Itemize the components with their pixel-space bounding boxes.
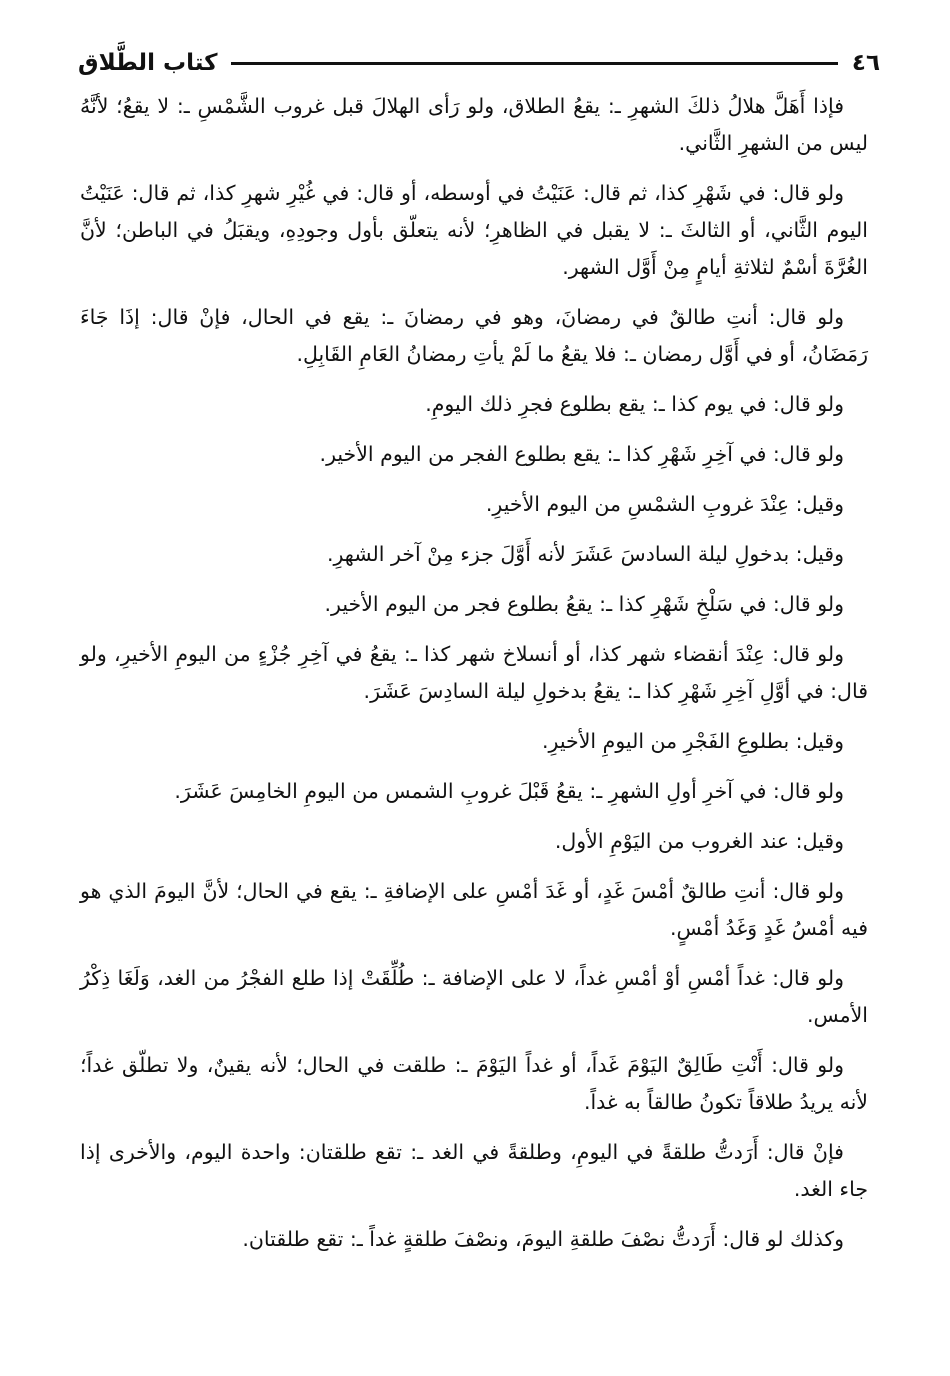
paragraph-5: ولو قال: في آخِرِ شَهْرِ كذا ـ: يقع بطلوع الفجر من اليوم الأخير. [319, 442, 844, 466]
paragraph-2: ولو قال: في شَهْرِ كذا، ثم قال: عَنَيْتُ في أوسطه، أو قال: في غُيْرِ شهرِ كذا، ثم قال: عَنَيْتُ اليوم الثَّاني، أو الثالثَ ـ: لا يقبل في الظاهرِ؛ لأنه يتعلّق بأول وجودِهِ، ويقبَلُ في الباطن؛ لأنَّ الغُرَّةَ أسْمٌ لثلاثةِ أيامٍ مِنْ أَوَّل الشهر. [80, 181, 868, 279]
paragraph-10: وقيل: بطلوعِ الفَجْرِ من اليومِ الأخيرِ. [542, 729, 844, 753]
paragraph-3: ولو قال: أنتِ طالقٌ في رمضانَ، وهو في رمضانَ ـ: يقع في الحال، فإنْ قال: إذَا جَاءَ رَمَضَانُ، أو في أَوَّل رمضان ـ: فلا يقعُ ما لَمْ يأتِ رمضانُ العَامِ القَابِلِ. [80, 305, 868, 366]
page-body [80, 88, 868, 1271]
book-title: كتاب الطَّلاق [78, 50, 218, 76]
page-number: ٤٦ [851, 50, 880, 76]
paragraph-1: فإذا أَهَلَّ هلالُ ذلكَ الشهرِ ـ: يقعُ الطلاق، ولو رَأى الهلالَ قبل غروب الشَّمْسِ ـ: لا يقعُ؛ لأنَّهُ ليس من الشهرِ الثَّاني. [80, 94, 868, 155]
paragraph-6: وقيل: عِنْدَ غروبِ الشمْسِ من اليوم الأخيرِ. [485, 492, 844, 516]
header-rule [231, 62, 837, 65]
paragraph-12: وقيل: عند الغروب من اليَوْمِ الأول. [554, 829, 844, 853]
paragraph-16: فإنْ قال: أَرَدتُّ طلقةً في اليومِ، وطلقةً في الغد ـ: تقع طلقتان: واحدة اليوم، والأخرى إذا جاء الغد. [80, 1140, 868, 1201]
paragraph-7: وقيل: بدخولِ ليلة السادسَ عَشَرَ لأنه أَوَّلَ جزء مِنْ آخر الشهرِ. [326, 542, 844, 566]
paragraph-8: ولو قال: في سَلْخِ شَهْرِ كذا ـ: يقعُ بطلوع فجر من اليوم الأخير. [324, 592, 844, 616]
paragraph-13: ولو قال: أنتِ طالقٌ أمْسَ غَدٍ، أو غَدَ أمْسِ على الإضافةِ ـ: يقع في الحال؛ لأنَّ اليومَ الذي هو فيه أمْسُ غَدٍ وَغَدُ أمْسٍ. [80, 879, 868, 940]
paragraph-9: ولو قال: عِنْدَ أنقضاء شهر كذا، أو أنسلاخ شهر كذا ـ: يقعُ في آخِرِ جُزْءٍ من اليومِ الأخيرِ، ولو قال: في أوَّلِ آخِرِ شَهْرِ كذا ـ: يقعُ بدخولِ ليلة السادِسَ عَشَرَ. [80, 642, 868, 703]
page-header [78, 48, 880, 78]
paragraph-14: ولو قال: غداً أمْسِ أوْ أمْسِ غداً، لا على الإضافة ـ: طُلِّقَتْ إذا طلع الفجْرُ من الغد، وَلَغَا ذِكْرُ الأمس. [80, 966, 868, 1027]
paragraph-11: ولو قال: في آخرِ أولِ الشهرِ ـ: يقعُ قَبْلَ غروبِ الشمس من اليومِ الخامِسَ عَشَرَ. [174, 779, 844, 803]
paragraph-15: ولو قال: أَنْتِ طَالِقٌ اليَوْمَ غَداً، أو غداً اليَوْمَ ـ: طلقت في الحال؛ لأنه يقينٌ، ولا تطلّق غداً؛ لأنه يريدُ طلاقاً تكونُ طالقاً به غداً. [80, 1053, 868, 1114]
paragraph-17: وكذلك لو قال: أَرَدتُّ نصْفَ طلقةِ اليومَ، ونصْفَ طلقةٍ غداً ـ: تقع طلقتان. [242, 1227, 844, 1251]
paragraph-4: ولو قال: في يوم كذا ـ: يقع بطلوع فجرِ ذلك اليومِ. [425, 392, 844, 416]
